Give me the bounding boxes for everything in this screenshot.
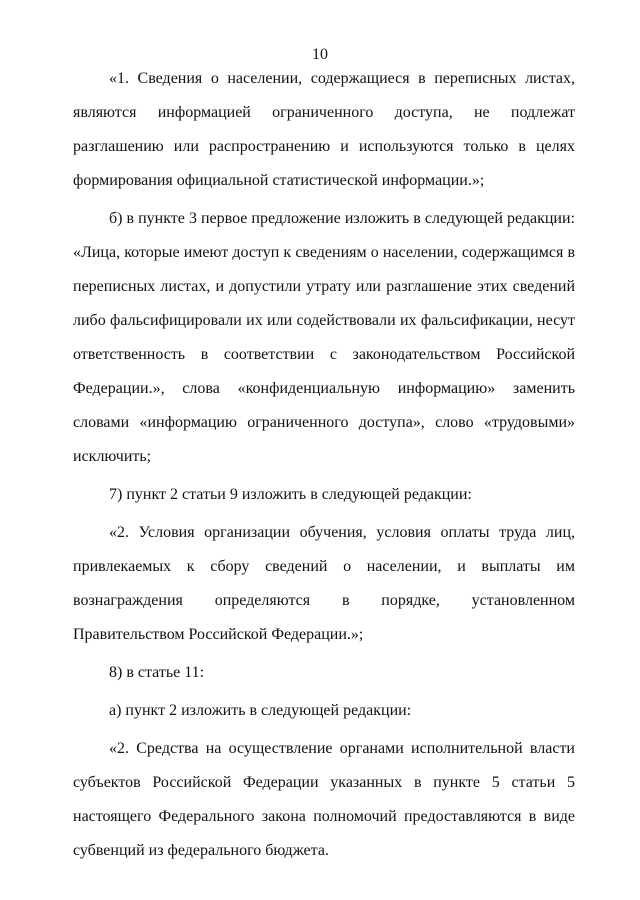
paragraph-item-b-point-3: б) в пункте 3 первое предложение изложить в следующей редакции: «Лица, которые имеют доступ к сведениям о населении, содержащимся в переписных листах, и допустили утрату или разглашение этих сведений либо фальсифицировали их или содействовали их фальсификации, несут ответственность в соответствии с законодательством Российской Федерации.», слова «конфиденциальную информацию» заменить словами «информацию ограниченного доступа», слово «трудовыми» исключить; (73, 210, 575, 465)
paragraph-item-1-info-restricted: «1. Сведения о населении, содержащиеся в переписных листах, являются информацией ограниченного доступа, не подлежат разглашению или распространению и используются только в целях формирования официальной статистической информации.»; (73, 70, 575, 189)
document-body (73, 62, 575, 868)
paragraph-item-8-article-11: 8) в статье 11: (109, 664, 205, 681)
page-number: 10 (312, 46, 328, 63)
paragraph-item-a-point-2: а) пункт 2 изложить в следующей редакции: (109, 702, 412, 719)
paragraph-item-7-article-9: 7) пункт 2 статьи 9 изложить в следующей редакции: (109, 486, 472, 503)
paragraph-item-2-funding: «2. Средства на осуществление органами исполнительной власти субъектов Российской Федерации указанных в пункте 5 статьи 5 настоящего Федерального закона полномочий предоставляются в виде субвенций из федерального бюджета. (73, 740, 575, 859)
paragraph-item-2-training-conditions: «2. Условия организации обучения, условия оплаты труда лиц, привлекаемых к сбору сведений о населении, и выплаты им вознаграждения определяются в порядке, установленном Правительством Российской Федерации.»; (73, 524, 575, 643)
